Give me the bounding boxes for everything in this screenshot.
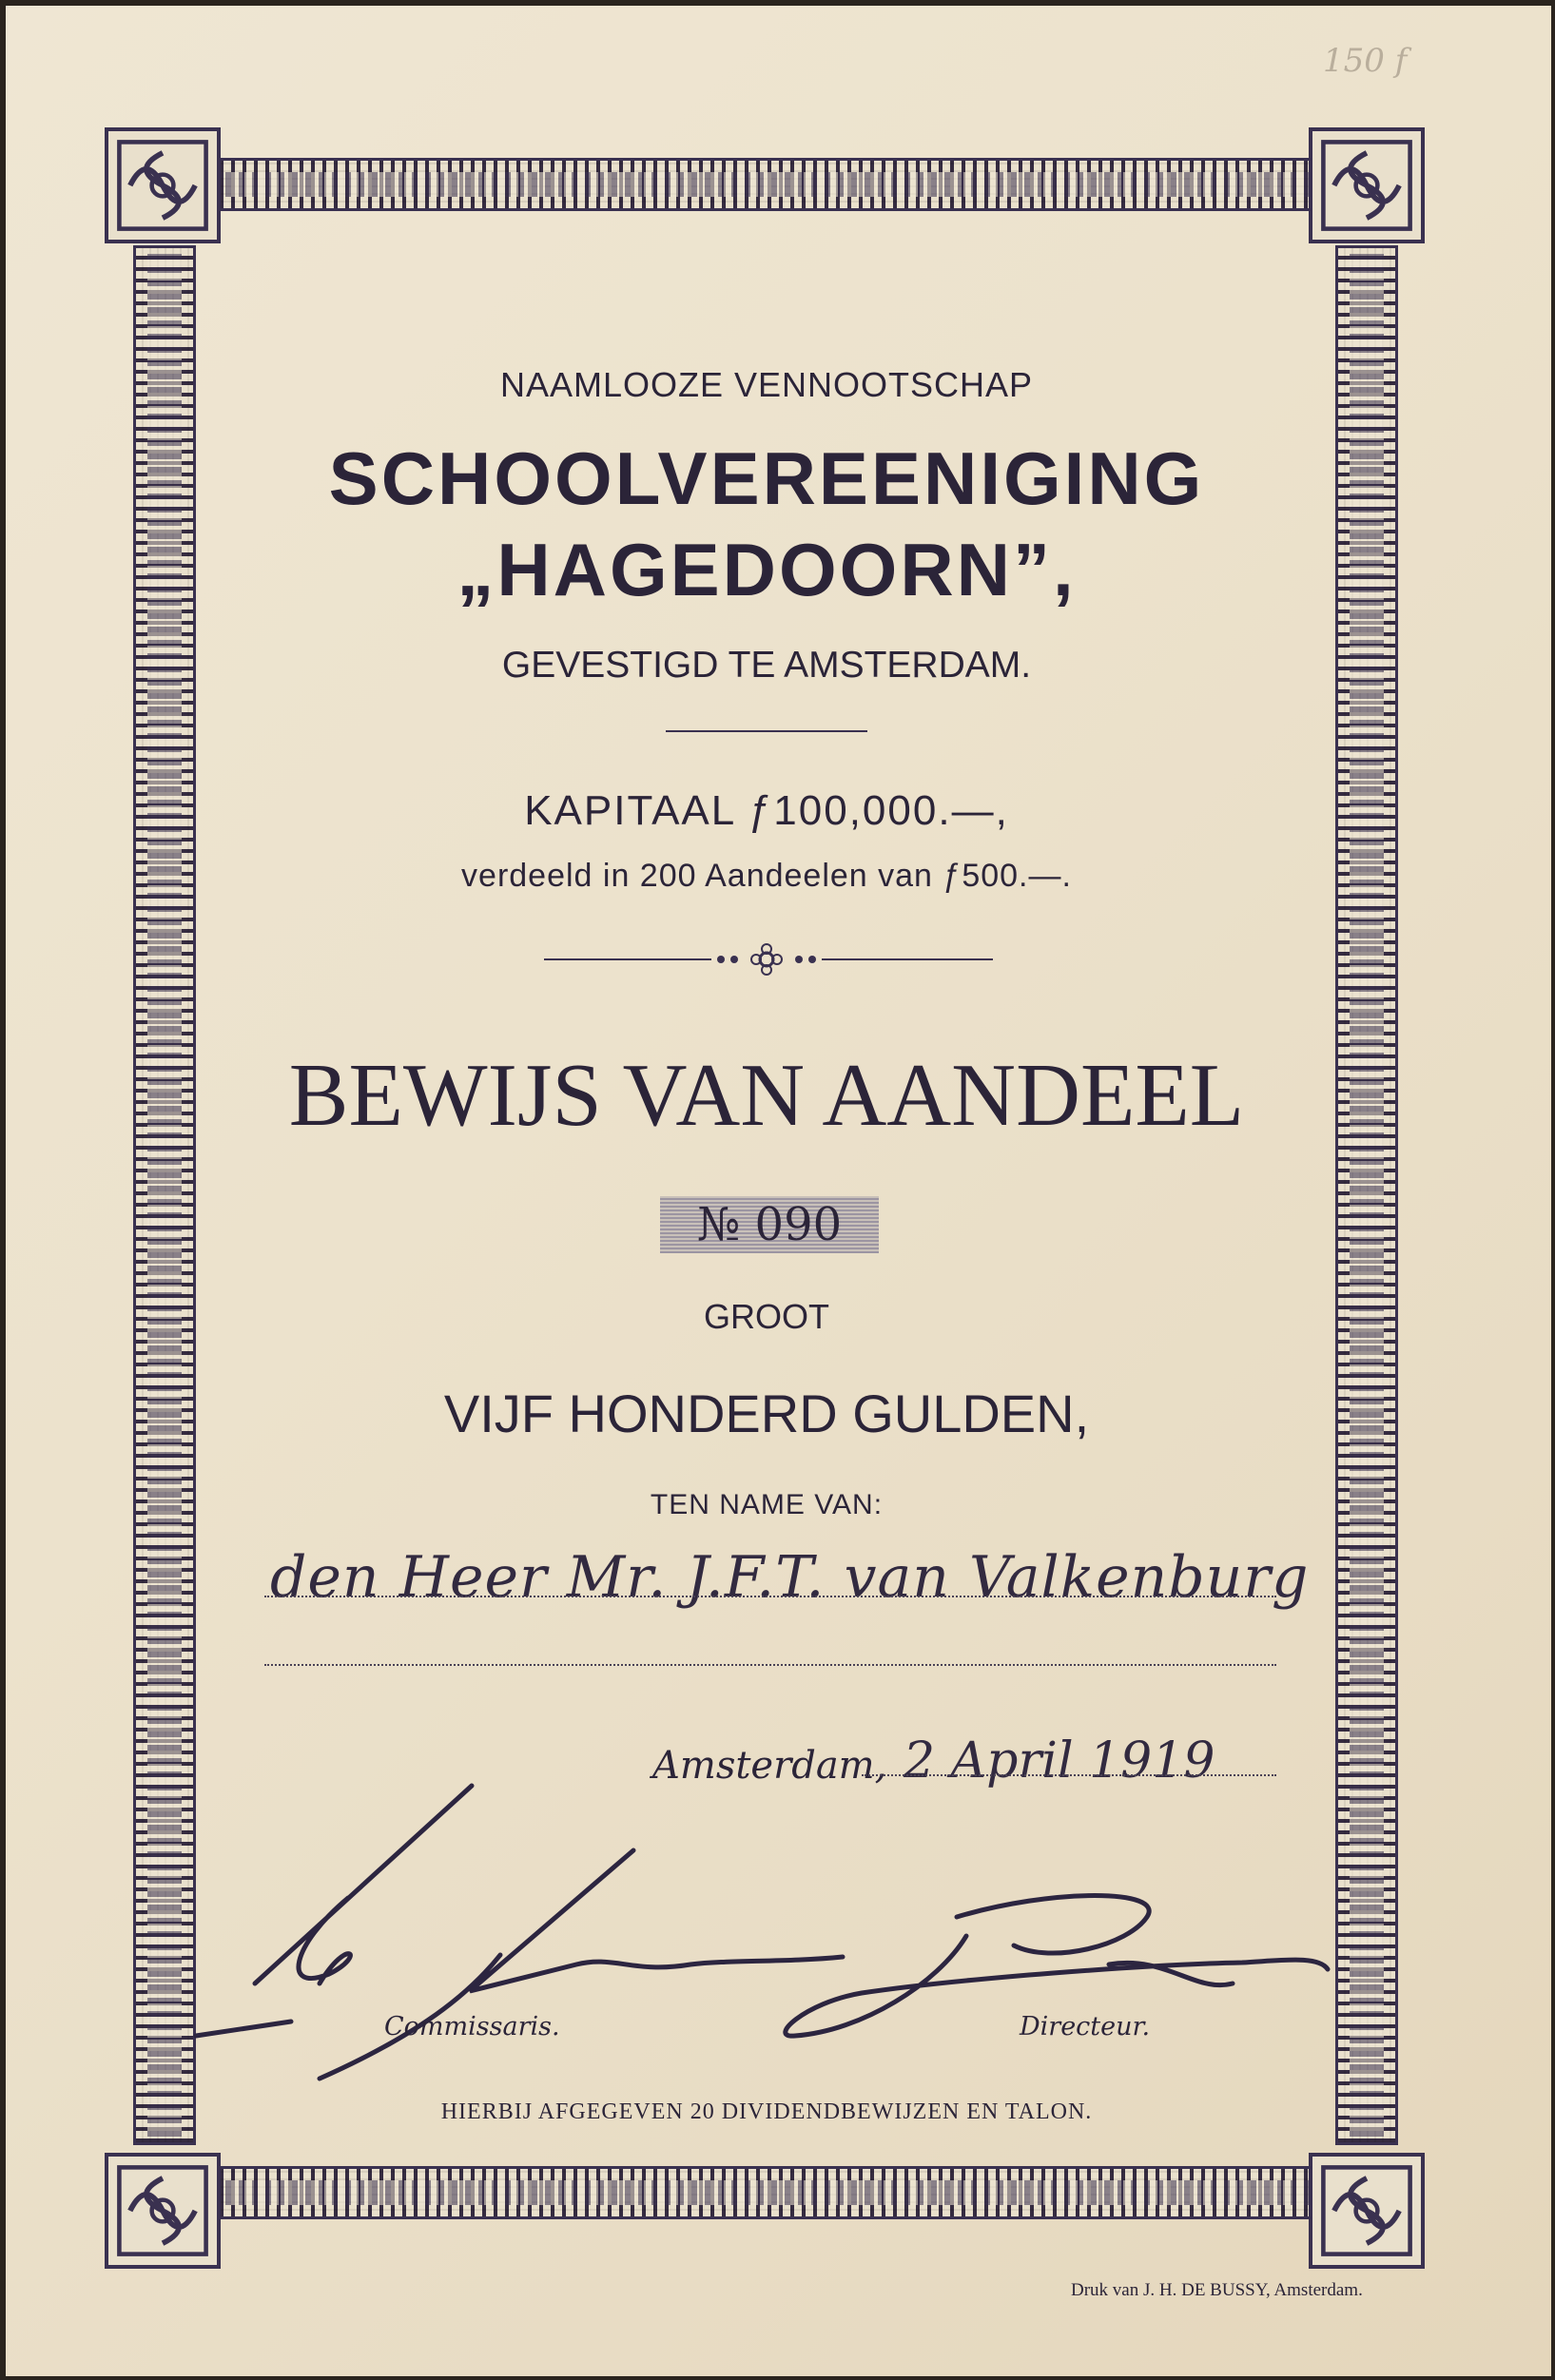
divider-right: [822, 958, 993, 960]
company-seat: GEVESTIGD TE AMSTERDAM.: [501, 645, 1032, 686]
company-name-line1: SCHOOLVEREENIGING: [328, 436, 1205, 520]
company-name-line2: „HAGEDOORN”,: [457, 528, 1077, 611]
certificate-paper: [6, 6, 1551, 2376]
flower-ornament-icon: [711, 941, 822, 977]
place-printed: Amsterdam,: [652, 1744, 887, 1788]
pencil-note: 150 f: [1323, 42, 1408, 80]
divider-short: [666, 730, 867, 732]
holder-name-handwritten: den Heer Mr. J.F.T. van Valkenburg: [270, 1544, 1310, 1611]
holder-line-2: [264, 1664, 1276, 1666]
certificate-title: BEWIJS VAN AANDEEL: [288, 1046, 1245, 1145]
ten-name-van-label: TEN NAME VAN:: [650, 1489, 884, 1520]
dividend-footer: HIERBIJ AFGEGEVEN 20 DIVIDENDBEWIJZEN EN TALON.: [440, 2099, 1093, 2124]
holder-line-1: [264, 1596, 1276, 1597]
divider-left: [544, 958, 711, 960]
groot-label: GROOT: [704, 1297, 829, 1336]
commissaris-signature: [6, 6, 1551, 2376]
amount-in-words: VIJF HONDERD GULDEN,: [443, 1383, 1090, 1443]
commissaris-label: Commissaris.: [384, 2012, 560, 2041]
directeur-label: Directeur.: [1020, 2012, 1151, 2041]
certificate-content: [6, 6, 1551, 2376]
shares-division: verdeeld in 200 Aandeelen van ƒ500.—.: [461, 858, 1072, 894]
printer-imprint: Druk van J. H. DE BUSSY, Amsterdam.: [1071, 2280, 1363, 2300]
certificate-number: № 090: [660, 1196, 879, 1253]
capital-amount: KAPITAAL ƒ100,000.—,: [524, 787, 1009, 834]
company-type: NAAMLOOZE VENNOOTSCHAP: [499, 365, 1034, 404]
directeur-signature: [6, 6, 1551, 2376]
date-handwritten: 2 April 1919: [904, 1732, 1215, 1790]
date-line: [862, 1774, 1276, 1776]
